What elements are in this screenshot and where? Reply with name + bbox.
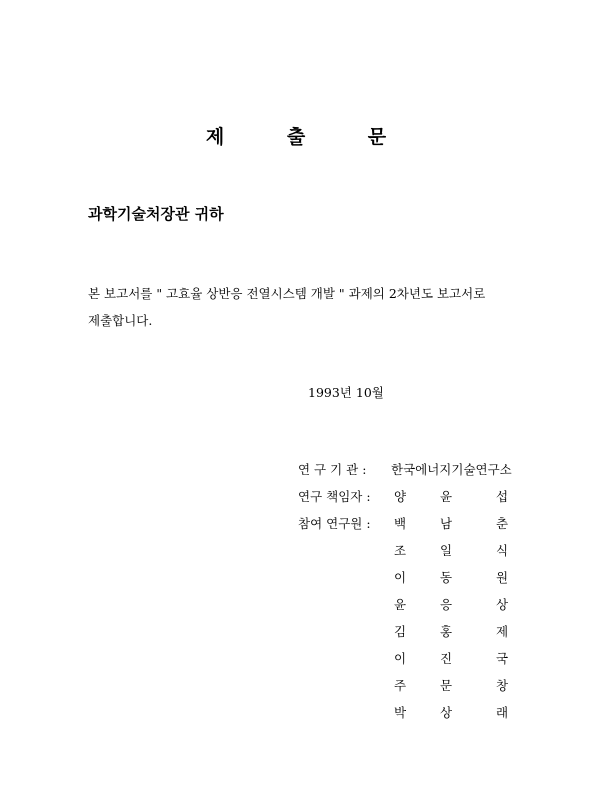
- institution-label: 연 구 기 관 :: [298, 462, 367, 477]
- name-char: 동: [440, 570, 453, 585]
- name-char: 식: [496, 543, 509, 558]
- member-row: [298, 676, 528, 703]
- name-char: 진: [440, 651, 453, 666]
- member-row: [298, 622, 528, 649]
- member-row: [298, 703, 528, 730]
- member-row: [298, 514, 528, 541]
- name-char: 원: [496, 570, 509, 585]
- name-char: 섭: [496, 489, 509, 504]
- addressee: 과학기술처장관 귀하: [88, 205, 224, 223]
- member-row: [298, 649, 528, 676]
- signature-block: [298, 460, 528, 730]
- member-row: [298, 595, 528, 622]
- name-char: 래: [496, 705, 509, 720]
- institution-name: 한국에너지기술연구소: [391, 462, 512, 477]
- name-char: 양: [394, 489, 407, 504]
- name-char: 이: [394, 651, 407, 666]
- name-char: 조: [394, 543, 407, 558]
- lead-researcher-label: 연구 책임자 :: [298, 489, 371, 504]
- name-char: 홍: [440, 624, 453, 639]
- name-char: 백: [394, 516, 407, 531]
- name-char: 윤: [440, 489, 453, 504]
- name-char: 창: [496, 678, 509, 693]
- name-char: 상: [440, 705, 453, 720]
- name-char: 일: [440, 543, 453, 558]
- submission-statement: [88, 280, 528, 334]
- member-row: [298, 541, 528, 568]
- members-label: 참여 연구원 :: [298, 516, 371, 531]
- page-title: 제 출 문: [205, 126, 415, 148]
- name-char: 응: [440, 597, 453, 612]
- statement-line: 본 보고서를 " 고효율 상반응 전열시스템 개발 " 과제의 2차년도 보고서로: [88, 286, 486, 301]
- name-char: 문: [440, 678, 453, 693]
- name-char: 제: [496, 624, 509, 639]
- name-char: 상: [496, 597, 509, 612]
- name-char: 국: [496, 651, 509, 666]
- name-char: 박: [394, 705, 407, 720]
- name-char: 김: [394, 624, 407, 639]
- lead-researcher-row: [298, 487, 528, 514]
- institution-row: [298, 460, 528, 487]
- submission-date: 1993년 10월: [308, 385, 384, 400]
- member-row: [298, 568, 528, 595]
- statement-line: 제출합니다.: [88, 313, 153, 328]
- name-char: 주: [394, 678, 407, 693]
- name-char: 윤: [394, 597, 407, 612]
- name-char: 남: [440, 516, 453, 531]
- name-char: 춘: [496, 516, 509, 531]
- name-char: 이: [394, 570, 407, 585]
